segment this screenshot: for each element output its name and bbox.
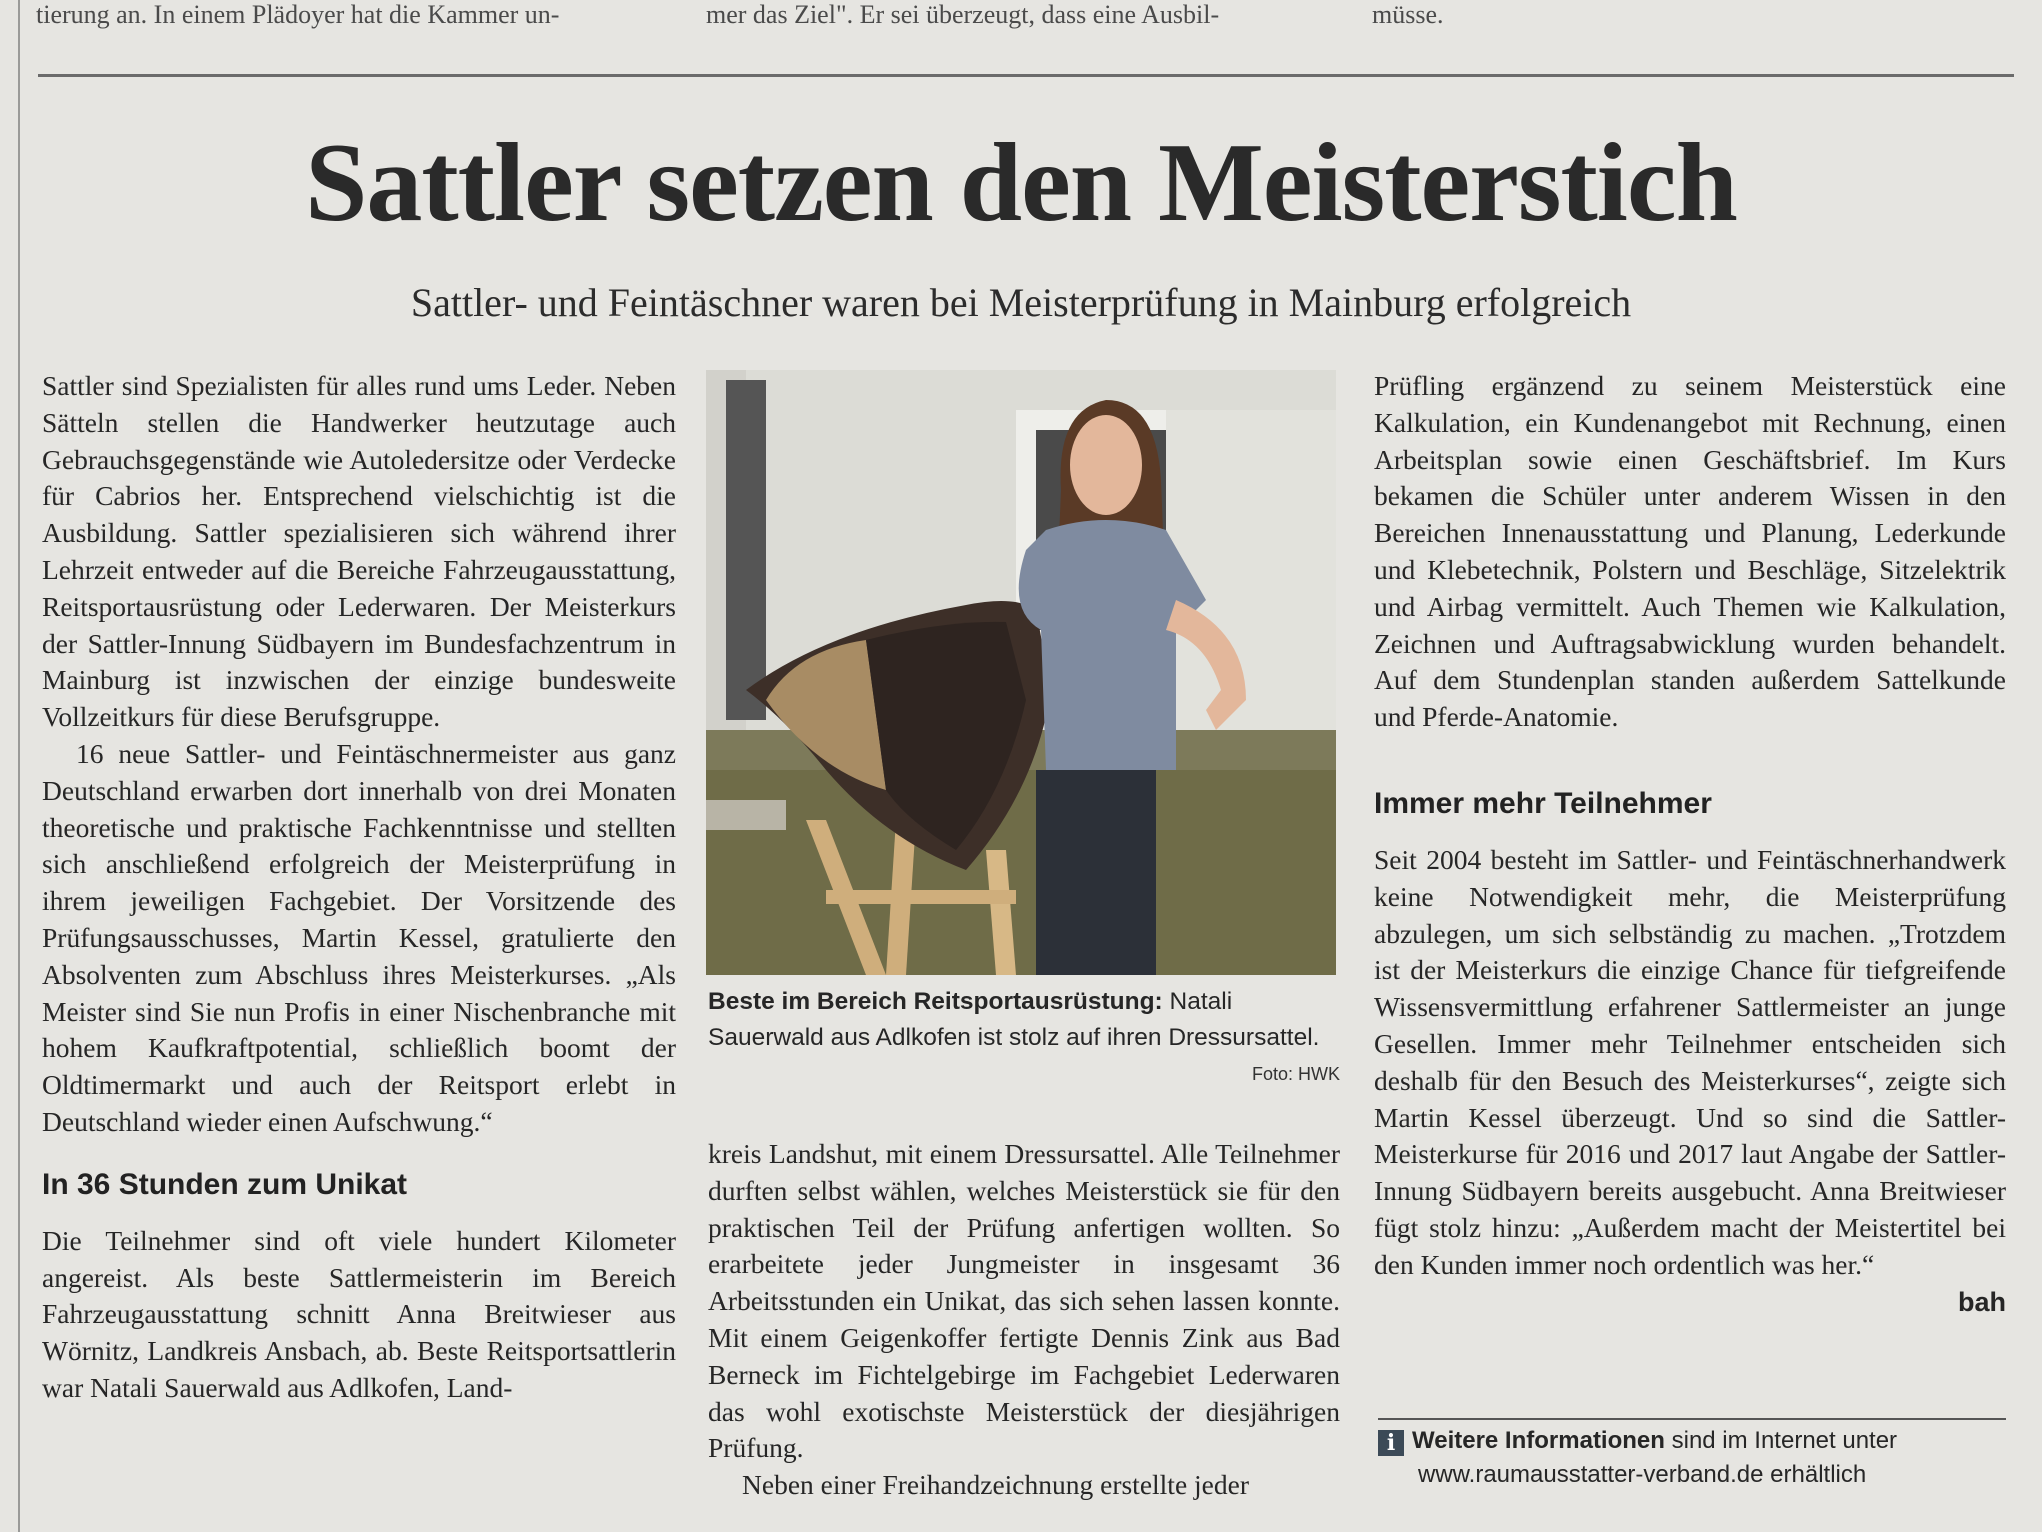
paragraph: Sattler sind Spezialisten für alles rund ums Leder. Neben Sätteln stellen die Handwerker heutzutage auch Gebrauchsgegenstände wie Autoledersitze oder Verdecke für Cabrios her. Entsprechend vielschichtig ist die Ausbildung. Sattler spezialisieren sich während ihrer Lehrzeit entweder auf die Bereiche Fahrzeugausstattung, Reitsportausrüstung oder Lederwaren. Der Meisterkurs der Sattler-Innung Südbayern im Bundesfachzentrum in Mainburg ist inzwischen der einzige bundesweite Vollzeitkurs für diese Berufsgruppe.: [42, 370, 676, 733]
article-column-2: [708, 1136, 1340, 1504]
photo-credit: Foto: HWK: [1251, 1064, 1340, 1084]
info-url-text: www.raumausstatter-verband.de erhältlich: [1418, 1461, 1867, 1488]
info-box: [1378, 1424, 2006, 1492]
caption-title: Beste im Bereich Reitsportausrüstung:: [708, 988, 1163, 1015]
headline: Sattler setzen den Meisterstich: [305, 121, 1737, 245]
paragraph: 16 neue Sattler- und Feintäschnermeister aus ganz Deutschland erwarben dort innerhalb von drei Monaten theoretische und praktische Fachkenntnisse und stellten sich anschließend erfolgreich der Meisterprüfung in ihrem jeweiligen Fachgebiet. Der Vorsitzende des Prüfungsausschusses, Martin Kessel, gratulierte den Absolventen zum Abschluss ihres Meisterkurses. „Als Meister sind Sie nun Profis in einer Nischenbranche mit hohem Kaufkraftpotential, schließlich boomt der Oldtimermarkt und auch der Reitsport erlebt in Deutschland wieder einen Aufschwung.“: [42, 737, 676, 1137]
section-subhead: In 36 Stunden zum Unikat: [42, 1167, 408, 1201]
photo-saddle-woman: [706, 370, 1336, 975]
paragraph: Die Teilnehmer sind oft viele hundert Kilometer angereist. Als beste Sattlermeisterin im Bereich Fahrzeugausstattung schnitt Anna Breitwieser aus Wörnitz, Landkreis Ansbach, ab. Beste Reitsportsattlerin war Natali Sauerwald aus Adlkofen, Land-: [42, 1224, 676, 1403]
divider-rule: [38, 74, 2014, 77]
article-column-1: [42, 368, 676, 1407]
author-initials: bah: [1957, 1286, 2006, 1317]
caption-text: Natali Sauerwald aus Adlkofen ist stolz auf ihren Dressursattel.: [708, 988, 1320, 1051]
previous-article-snippet: mer das Ziel". Er sei überzeugt, dass eine Ausbil-: [706, 0, 1220, 29]
article-photo: [706, 370, 1336, 975]
section-subhead: Immer mehr Teilnehmer: [1374, 786, 1712, 820]
info-icon: i: [1378, 1430, 1404, 1456]
previous-article-snippet: tierung an. In einem Plädoyer hat die Kammer un-: [36, 0, 560, 29]
info-text: sind im Internet unter: [1664, 1427, 1898, 1454]
paragraph: Prüfling ergänzend zu seinem Meisterstück eine Kalkulation, ein Kundenangebot mit Rechnung, einen Arbeitsplan sowie einen Geschäftsbrief. Im Kurs bekamen die Schüler unter anderem Wissen in den Bereichen Innenausstattung und Planung, Lederkunde und Klebetechnik, Polstern und Beschläge, Sitzelektrik und Airbag vermittelt. Auch Themen wie Kalkulation, Zeichnen und Auftragsabwicklung wurden behandelt. Auf dem Stundenplan standen außerdem Sattelkunde und Pferde-Anatomie.: [1374, 370, 2006, 733]
previous-article-snippet: müsse.: [1372, 0, 1444, 29]
info-title: Weitere Informationen: [1412, 1427, 1665, 1454]
paragraph: kreis Landshut, mit einem Dressursattel. Alle Teilnehmer durften selbst wählen, welches Meisterstück sie für den praktischen Teil der Prüfung anfertigen wollten. So erarbeitete jeder Jungmeister in insgesamt 36 Arbeitsstunden ein Unikat, das sich sehen lassen konnte. Mit einem Geigenkoffer fertigte Dennis Zink aus Bad Berneck im Fichtelgebirge im Fachgebiet Lederwaren das wohl exotischste Meisterstück der diesjährigen Prüfung.: [708, 1138, 1340, 1464]
paragraph: Seit 2004 besteht im Sattler- und Feintäschnerhandwerk keine Notwendigkeit mehr, die Meisterprüfung abzulegen, um sich selbständig zu machen. „Trotzdem ist der Meisterkurs die einzige Chance für tiefgreifende Wissensvermittlung erfahrener Sattlermeister an junge Gesellen. Immer mehr Teilnehmer entscheiden sich deshalb für den Besuch des Meisterkurses“, zeigte sich Martin Kessel überzeugt. Und so sind die Sattler-Meisterkurse für 2016 und 2017 laut Angabe der Sattler-Innung Südbayern bereits ausgebucht. Anna Breitwieser fügt stolz hinzu: „Außerdem macht der Meistertitel bei den Kunden immer noch ordentlich was her.“: [1374, 843, 2006, 1280]
photo-caption: [708, 984, 1340, 1056]
article-column-3: [1374, 368, 2006, 1320]
subheadline: Sattler- und Feintäschner waren bei Meisterprüfung in Mainburg erfolgreich: [410, 280, 1632, 325]
paragraph: Neben einer Freihandzeichnung erstellte jeder: [742, 1469, 1249, 1501]
info-divider: [1378, 1418, 2006, 1420]
